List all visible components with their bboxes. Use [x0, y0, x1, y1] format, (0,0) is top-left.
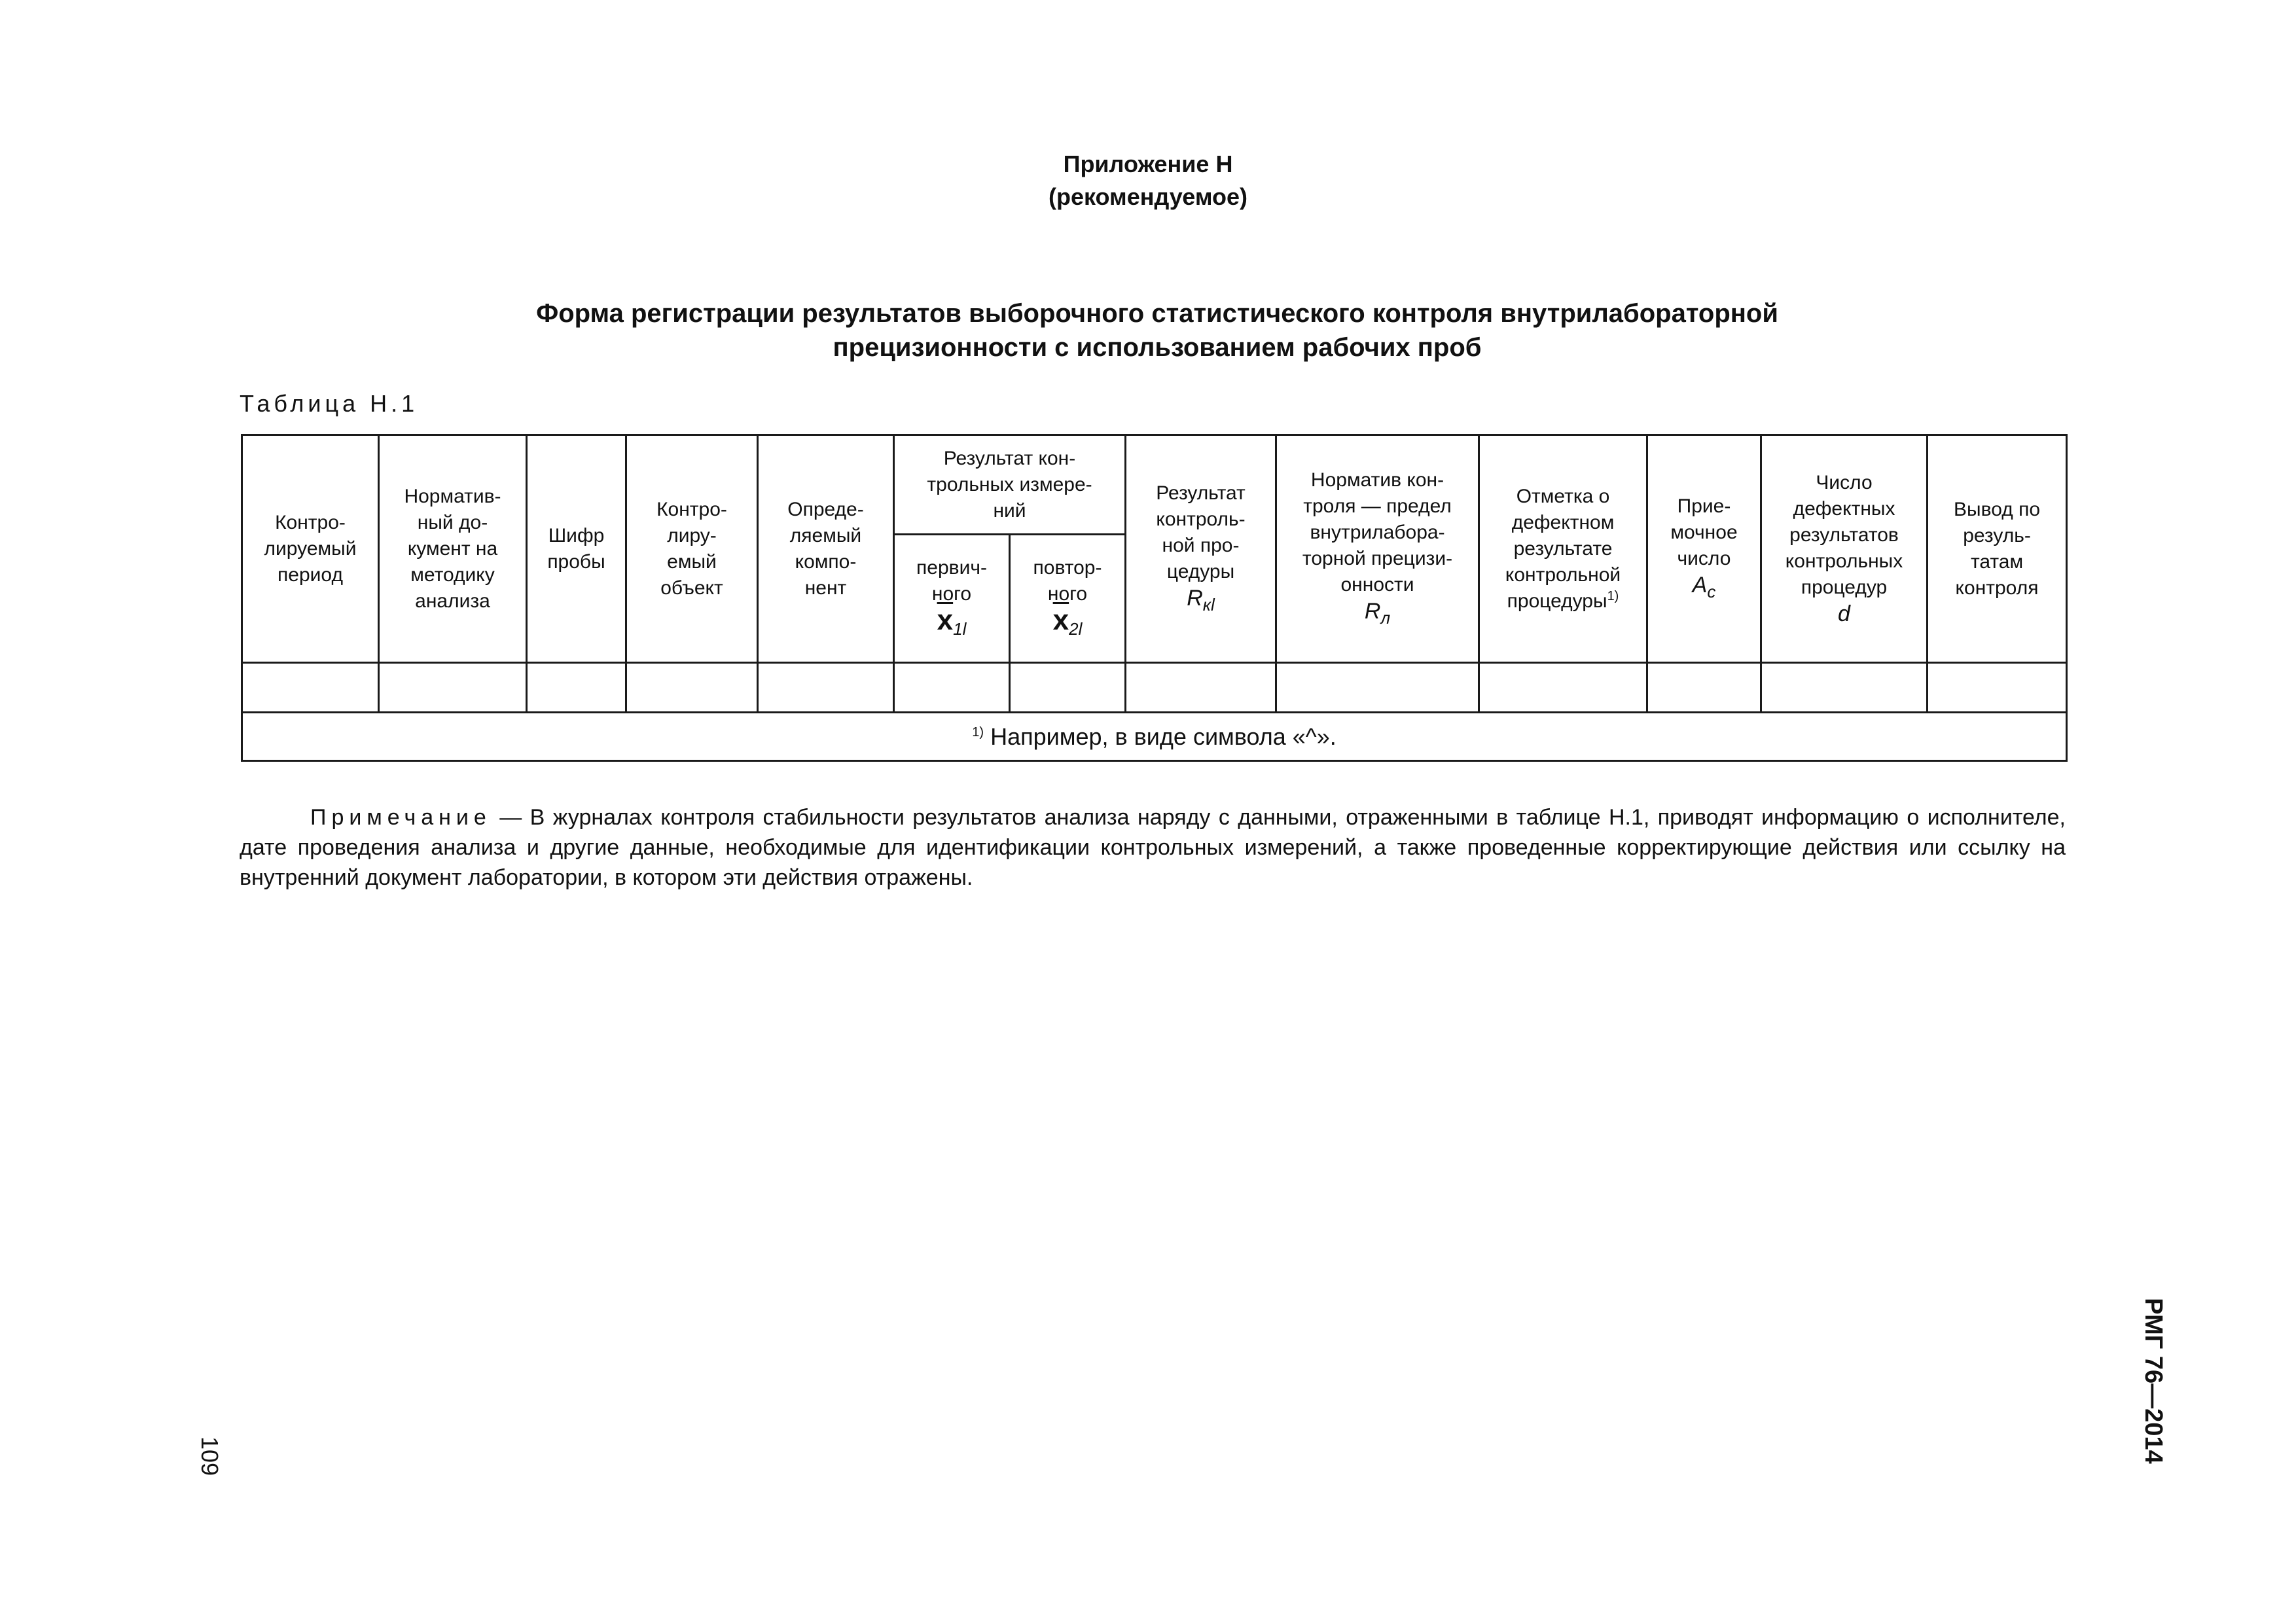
empty-cell: [379, 663, 527, 713]
note-heading: Примечание: [310, 805, 492, 830]
header-label: первич- ного: [916, 557, 987, 605]
symbol-subscript: 2l: [1069, 619, 1083, 639]
header-label: Шифр пробы: [547, 524, 605, 573]
header-row: [242, 435, 2067, 535]
footnote-mark: 1): [972, 724, 984, 740]
col-sample-code: [527, 435, 626, 663]
form-title-line-2: прецизионности с использованием рабочих проб: [833, 333, 1482, 362]
header-label: Прие- мочное число: [1670, 495, 1738, 569]
footnote-ref: 1): [1607, 588, 1619, 603]
symbol-a: A: [1692, 572, 1708, 597]
header-label: Вывод по резуль- татам контроля: [1954, 498, 2040, 599]
col-controlled-object: [626, 435, 758, 663]
symbol-d: d: [1838, 601, 1850, 626]
col-normative-document: [379, 435, 527, 663]
symbol-x-bar: $\overline{x}$: [1052, 604, 1069, 636]
col-acceptance-number: [1647, 435, 1761, 663]
symbol-x-bar: $\overline{x}$: [937, 604, 954, 636]
footnote-row: [242, 713, 2067, 761]
header-label: Отметка о дефектном результате контрольной процедуры: [1505, 485, 1621, 612]
header-label: Контро- лируемый период: [264, 511, 357, 586]
table-footnote: [242, 713, 2067, 761]
col-defect-mark: [1479, 435, 1647, 663]
empty-cell: [758, 663, 894, 713]
empty-cell: [1126, 663, 1276, 713]
empty-cell: [1479, 663, 1647, 713]
appendix-status: (рекомендуемое): [1049, 183, 1247, 210]
form-title: [327, 296, 1987, 365]
symbol-subscript: 1l: [953, 619, 967, 639]
symbol-r: R: [1364, 598, 1381, 624]
col-primary-measurement: [894, 535, 1010, 663]
col-repeat-measurement: [1010, 535, 1126, 663]
header-label: Норматив кон- троля — предел внутрилабора- торной прецизи- онности: [1302, 469, 1453, 596]
header-label: Результат контроль- ной про- цедуры: [1156, 482, 1246, 582]
registration-table: [241, 434, 2068, 762]
header-label: Число дефектных результатов контрольных процедур: [1785, 471, 1903, 598]
col-control-procedure-result: [1126, 435, 1276, 663]
empty-cell: [1010, 663, 1126, 713]
appendix-heading: [0, 148, 2296, 213]
symbol-subscript: кl: [1202, 594, 1215, 615]
col-component: [758, 435, 894, 663]
col-controlled-period: [242, 435, 379, 663]
document-code: РМГ 76—2014: [2140, 1298, 2167, 1464]
empty-cell: [242, 663, 379, 713]
table-row: [242, 663, 2067, 713]
header-label: Результат кон- трольных измере- ний: [927, 447, 1092, 522]
form-title-line-1: Форма регистрации результатов выборочного статистического контроля внутрилабораторной: [536, 299, 1778, 328]
col-conclusion: [1928, 435, 2067, 663]
empty-cell: [1647, 663, 1761, 713]
table-label: Таблица Н.1: [240, 390, 419, 417]
page-number: 109: [196, 1436, 223, 1476]
col-measurement-results: [894, 435, 1126, 535]
empty-cell: [1276, 663, 1479, 713]
appendix-label: Приложение Н: [1063, 151, 1233, 177]
header-label: Контро- лиру- емый объект: [656, 498, 727, 599]
symbol-subscript: c: [1707, 581, 1716, 601]
col-precision-limit: [1276, 435, 1479, 663]
note-text: — В журналах контроля стабильности результатов анализа наряду с данными, отраженными в таблице Н.1, приводят информацию о исполнителе, дате проведения анализа и другие данные, необходимые для идентификации контрольных измерений, а также проведенные корректирующие действия или ссылку на внутренний документ лаборатории, в котором эти действия отражены.: [240, 805, 2066, 890]
symbol-subscript: л: [1380, 607, 1391, 628]
empty-cell: [1761, 663, 1928, 713]
note-paragraph: [240, 802, 2066, 893]
col-defect-count: [1761, 435, 1928, 663]
header-label: Норматив- ный до- кумент на методику анализа: [404, 485, 501, 612]
empty-cell: [894, 663, 1010, 713]
header-label: повтор- ного: [1033, 557, 1102, 605]
empty-cell: [527, 663, 626, 713]
empty-cell: [626, 663, 758, 713]
header-label: Опреде- ляемый компо- нент: [787, 498, 864, 599]
footnote-text: Например, в виде символа «^».: [990, 722, 1336, 750]
empty-cell: [1928, 663, 2067, 713]
symbol-r: R: [1187, 585, 1203, 611]
